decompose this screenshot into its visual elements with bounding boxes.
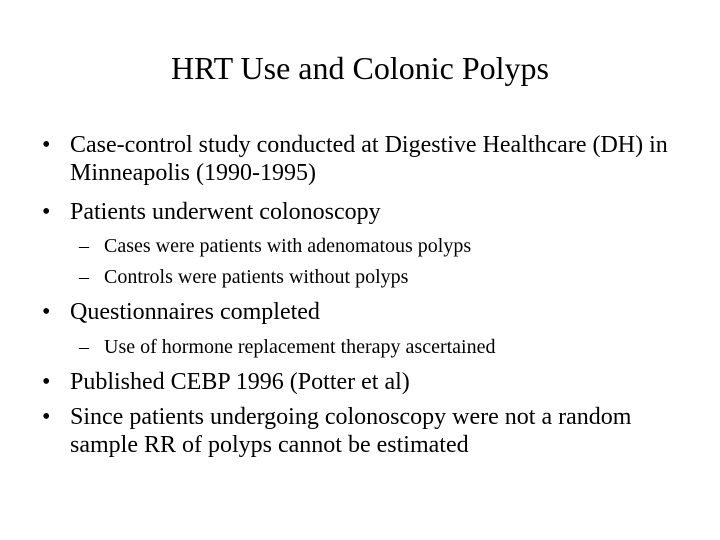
bullet-text: Case-control study conducted at Digestive Healthcare (DH) in Minneapolis (1990-1995): [70, 132, 668, 186]
sub-bullet-text: Use of hormone replacement therapy ascertained: [104, 336, 496, 358]
bullet-text: Since patients undergoing colonoscopy were not a random sample RR of polyps cannot be estimated: [70, 404, 632, 458]
sub-bullet-marker: –: [79, 235, 89, 257]
bullet-marker: •: [42, 369, 51, 395]
sub-bullet-marker: –: [79, 266, 89, 288]
bullet-text: Published CEBP 1996 (Potter et al): [70, 369, 410, 395]
sub-bullet-text: Cases were patients with adenomatous polyps: [104, 235, 472, 257]
bullet-text: Questionnaires completed: [70, 299, 320, 325]
bullet-marker: •: [42, 299, 51, 325]
bullet-marker: •: [42, 404, 51, 430]
bullet-text: Patients underwent colonoscopy: [70, 199, 381, 225]
slide-title: HRT Use and Colonic Polyps: [171, 50, 549, 86]
sub-bullet-text: Controls were patients without polyps: [104, 266, 409, 288]
bullet-marker: •: [42, 132, 51, 158]
sub-bullet-marker: –: [79, 336, 89, 358]
bullet-marker: •: [42, 199, 51, 225]
